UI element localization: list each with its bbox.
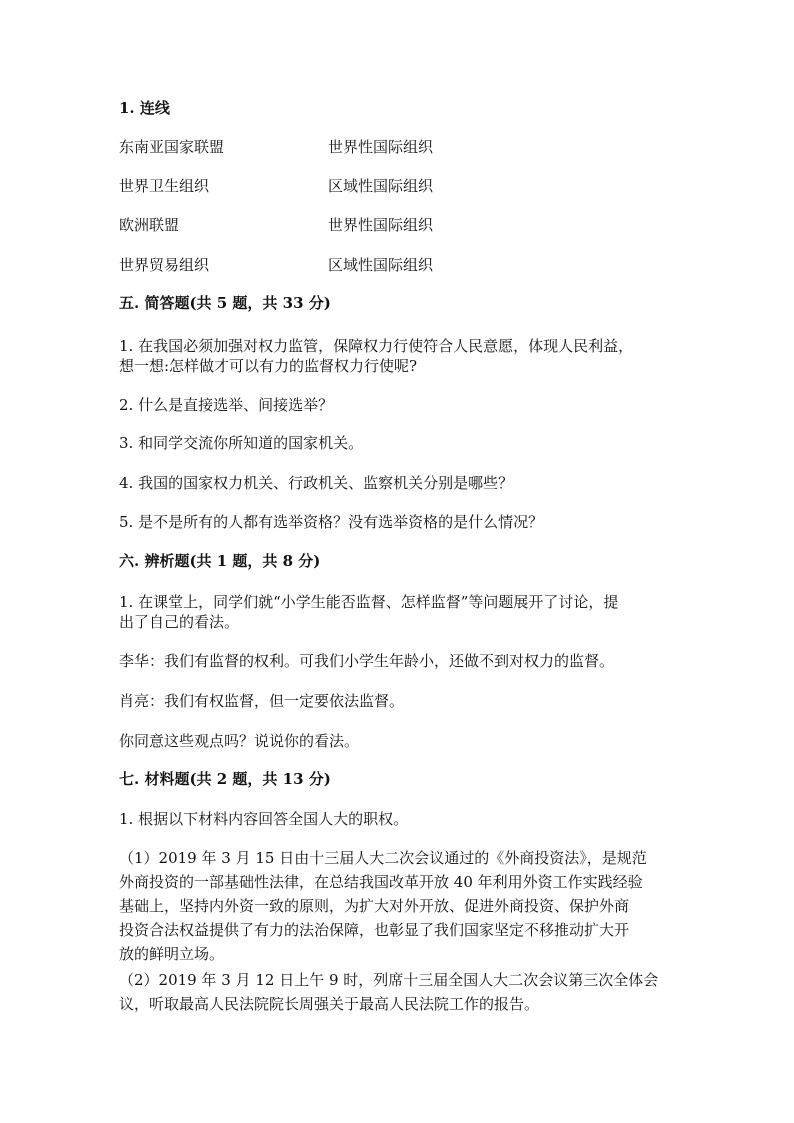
question-text: 5. 是不是所有的人都有选举资格？没有选举资格的是什么情况？ — [119, 513, 544, 531]
matching-left-item: 东南亚国家联盟 — [119, 138, 225, 156]
matching-left-item: 世界卫生组织 — [119, 177, 210, 195]
material-paragraph — [119, 968, 667, 1016]
material-line: 放的鲜明立场。 — [119, 945, 225, 963]
material-line: （2）2019 年 3 月 12 日上午 9 时，列席十三届全国人大二次会议第三次全体会 — [119, 971, 659, 989]
question-text: 4. 我国的国家权力机关、行政机关、监察机关分别是哪些？ — [119, 474, 514, 492]
matching-right-item: 区域性国际组织 — [328, 256, 434, 274]
question-text: 1. 在我国必须加强对权力监管，保障权力行使符合人民意愿，体现人民利益， — [119, 337, 634, 355]
question-text: 1. 在课堂上，同学们就“小学生能否监督、怎样监督”等问题展开了讨论，提 — [119, 593, 619, 611]
section-heading: 七. 材料题(共 2 题，共 13 分) — [119, 770, 331, 788]
question-text: 1. 根据以下材料内容回答全国人大的职权。 — [119, 810, 409, 828]
matching-right-item: 世界性国际组织 — [328, 138, 434, 156]
material-line: 外商投资的一部基础性法律，在总结我国改革开放 40 年利用外资工作实践经验 — [119, 873, 643, 891]
material-line: 投资合法权益提供了有力的法治保障，也彰显了我们国家坚定不移推动扩大开 — [119, 921, 630, 939]
matching-left-item: 世界贸易组织 — [119, 256, 210, 274]
material-line: 基础上，坚持内外资一致的原则，为扩大对外开放、促进外商投资、保护外商 — [119, 897, 630, 915]
material-line: （1）2019 年 3 月 15 日由十三届人大二次会议通过的《外商投资法》，是规范 — [119, 849, 647, 867]
material-paragraph — [119, 846, 667, 966]
question-text: 3. 和同学交流你所知道的国家机关。 — [119, 434, 364, 452]
viewpoint-text: 李华：我们有监督的权利。可我们小学生年龄小，还做不到对权力的监督。 — [119, 652, 615, 670]
matching-right-item: 世界性国际组织 — [328, 216, 434, 234]
matching-left-item: 欧洲联盟 — [119, 216, 180, 234]
question-text: 你同意这些观点吗？说说你的看法。 — [119, 732, 360, 750]
viewpoint-text: 肖亮：我们有权监督，但一定要依法监督。 — [119, 692, 405, 710]
section-heading: 六. 辨析题(共 1 题，共 8 分) — [119, 552, 321, 570]
material-line: 议，听取最高人民法院院长周强关于最高人民法院工作的报告。 — [119, 995, 540, 1013]
question-text: 2. 什么是直接选举、间接选举？ — [119, 396, 334, 414]
question-text: 出了自己的看法。 — [119, 613, 240, 631]
section-heading: 五. 简答题(共 5 题，共 33 分) — [119, 294, 331, 312]
question-text: 想一想:怎样做才可以有力的监督权力行使呢? — [119, 357, 418, 375]
matching-right-item: 区域性国际组织 — [328, 177, 434, 195]
matching-title: 1. 连线 — [119, 99, 170, 117]
